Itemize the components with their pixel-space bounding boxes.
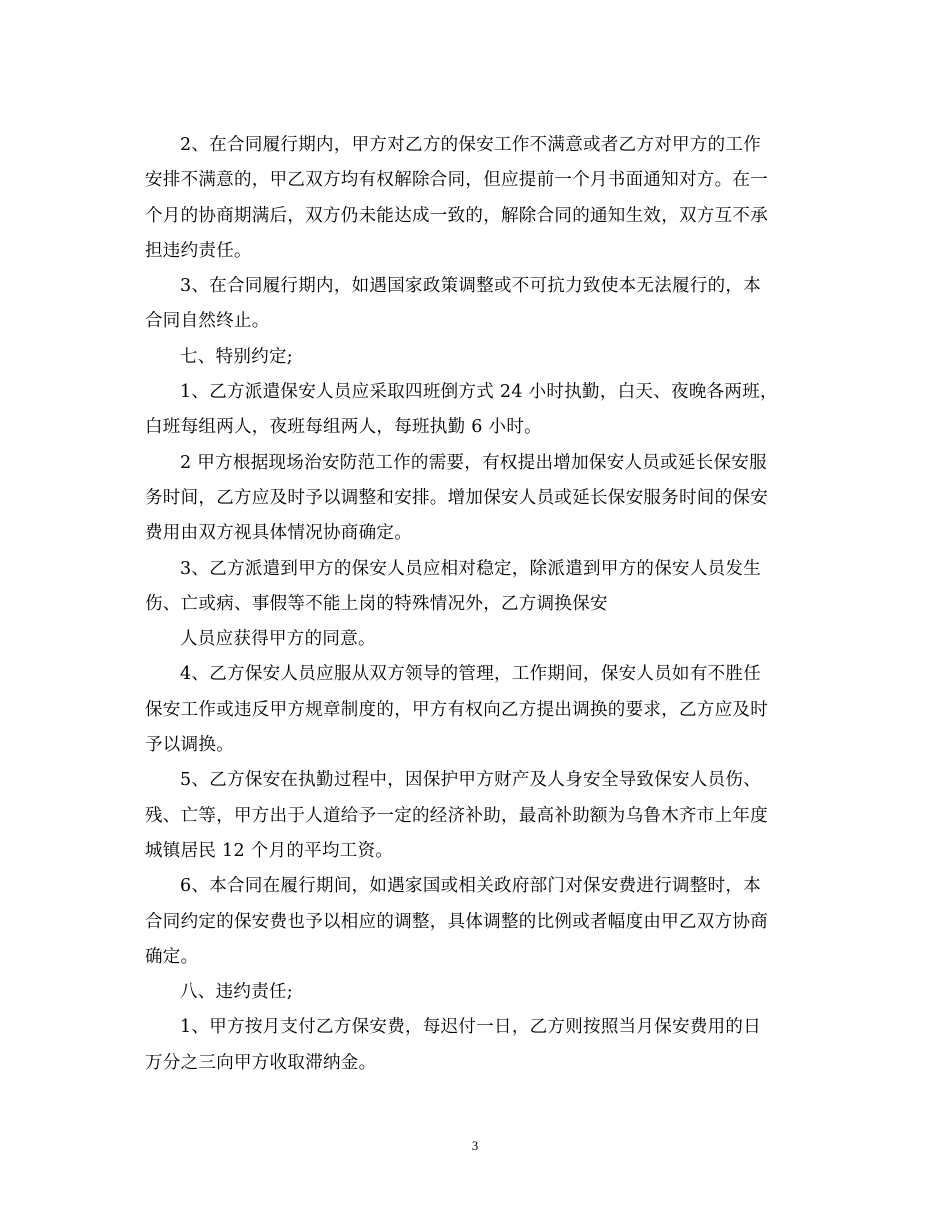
text-line: 确定。 <box>145 946 199 967</box>
text-line: 担违约责任。 <box>145 240 252 261</box>
section-heading-special-terms <box>145 340 810 375</box>
paragraph-staff-stability <box>145 552 810 623</box>
text-line: 合同自然终止。 <box>145 311 270 332</box>
paragraph-injury-compensation <box>145 763 810 869</box>
section-heading: 七、特别约定; <box>180 346 293 367</box>
text-line: 合同约定的保安费也予以相应的调整，具体调整的比例或者幅度由甲乙双方协商 <box>145 911 768 932</box>
text-line: 万分之三向甲方收取滞纳金。 <box>145 1052 377 1073</box>
paragraph-late-payment <box>145 1010 810 1081</box>
text-line: 予以调换。 <box>145 735 234 756</box>
text-line: 3、乙方派遣到甲方的保安人员应相对稳定，除派遣到甲方的保安人员发生 <box>180 558 762 579</box>
text-line: 2、在合同履行期内，甲方对乙方的保安工作不满意或者乙方对甲方的工作 <box>180 135 762 155</box>
paragraph-additional-staff <box>145 446 810 552</box>
text-line: 安排不满意的，甲乙双方均有权解除合同，但应提前一个月书面通知对方。在一 <box>145 170 768 191</box>
section-heading-breach-liability <box>145 975 810 1010</box>
paragraph-shift-schedule <box>145 375 810 446</box>
text-line: 1、乙方派遣保安人员应采取四班倒方式 24 小时执勤，白天、夜晚各两班， <box>180 382 778 403</box>
paragraph-force-majeure <box>145 269 810 340</box>
text-line: 5、乙方保安在执勤过程中，因保护甲方财产及人身安全导致保安人员伤、 <box>180 770 762 791</box>
text-line: 白班每组两人，夜班每组两人，每班执勤 6 小时。 <box>145 417 542 438</box>
page-number: 3 <box>471 1138 479 1153</box>
paragraph-staff-stability-continued <box>145 622 810 657</box>
text-line: 保安工作或违反甲方规章制度的，甲方有权向乙方提出调换的要求，乙方应及时 <box>145 699 768 720</box>
section-heading: 八、违约责任; <box>180 982 293 1003</box>
text-line: 3、在合同履行期内，如遇国家政策调整或不可抗力致使本无法履行的，本 <box>180 276 762 297</box>
text-line: 费用由双方视具体情况协商确定。 <box>145 523 412 544</box>
text-line: 2 甲方根据现场治安防范工作的需要，有权提出增加保安人员或延长保安服 <box>180 452 767 473</box>
text-line: 1、甲方按月支付乙方保安费，每迟付一日，乙方则按照当月保安费用的日 <box>180 1017 762 1038</box>
text-line: 个月的协商期满后，双方仍未能达成一致的，解除合同的通知生效，双方互不承 <box>145 205 768 226</box>
text-line: 4、乙方保安人员应服从双方领导的管理，工作期间，保安人员如有不胜任 <box>180 664 762 685</box>
text-line: 城镇居民 12 个月的平均工资。 <box>145 840 394 861</box>
text-line: 务时间，乙方应及时予以调整和安排。增加保安人员或延长保安服务时间的保安 <box>145 487 768 508</box>
document-body <box>145 128 810 1081</box>
paragraph-fee-adjustment <box>145 869 810 975</box>
text-line: 伤、亡或病、事假等不能上岗的特殊情况外，乙方调换保安 <box>145 593 608 614</box>
paragraph-termination-dissatisfaction <box>145 128 810 269</box>
text-line: 人员应获得甲方的同意。 <box>180 629 376 650</box>
text-line: 6、本合同在履行期间，如遇家国或相关政府部门对保安费进行调整时，本 <box>180 876 762 897</box>
text-line: 残、亡等，甲方出于人道给予一定的经济补助，最高补助额为乌鲁木齐市上年度 <box>145 805 768 826</box>
paragraph-staff-obedience <box>145 657 810 763</box>
